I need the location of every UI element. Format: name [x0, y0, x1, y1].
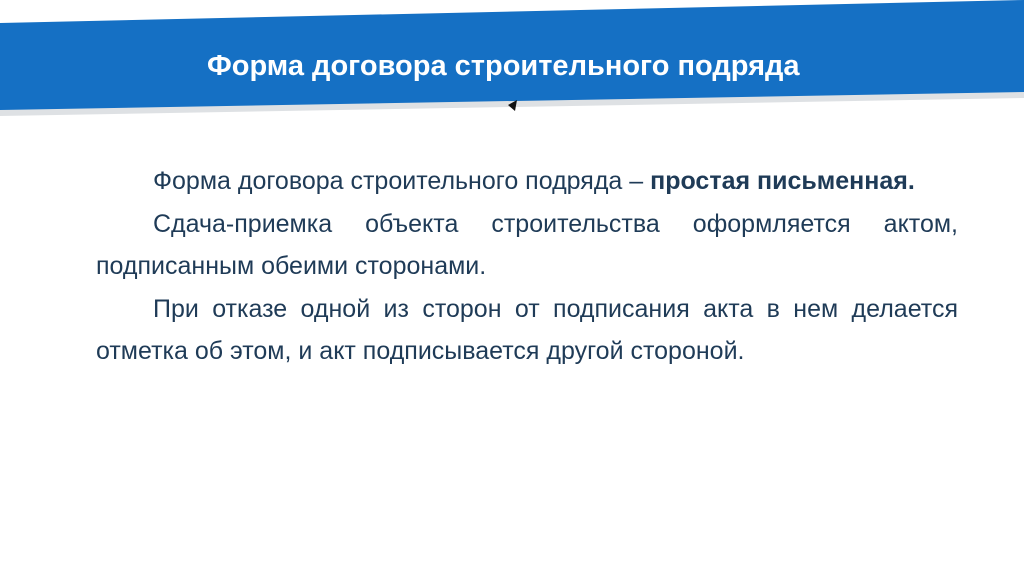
paragraph-acceptance: Сдача-приемка объекта строительства оформляется актом, подписанным обеими сторонами. — [96, 209, 958, 280]
paragraph-contract-form-text: Форма договора строительного подряда – — [153, 167, 651, 195]
slide-body — [96, 160, 958, 373]
cursor-arrow-icon — [506, 99, 520, 113]
paragraph-contract-form — [96, 160, 958, 203]
slide-title: Форма договора строительного подряда — [207, 50, 800, 82]
paragraph-contract-form-emphasis: простая письменная. — [650, 167, 915, 195]
paragraph-refusal: При отказе одной из сторон от подписания акта в нем делается отметка об этом, и акт подписывается другой стороной. — [96, 294, 958, 365]
